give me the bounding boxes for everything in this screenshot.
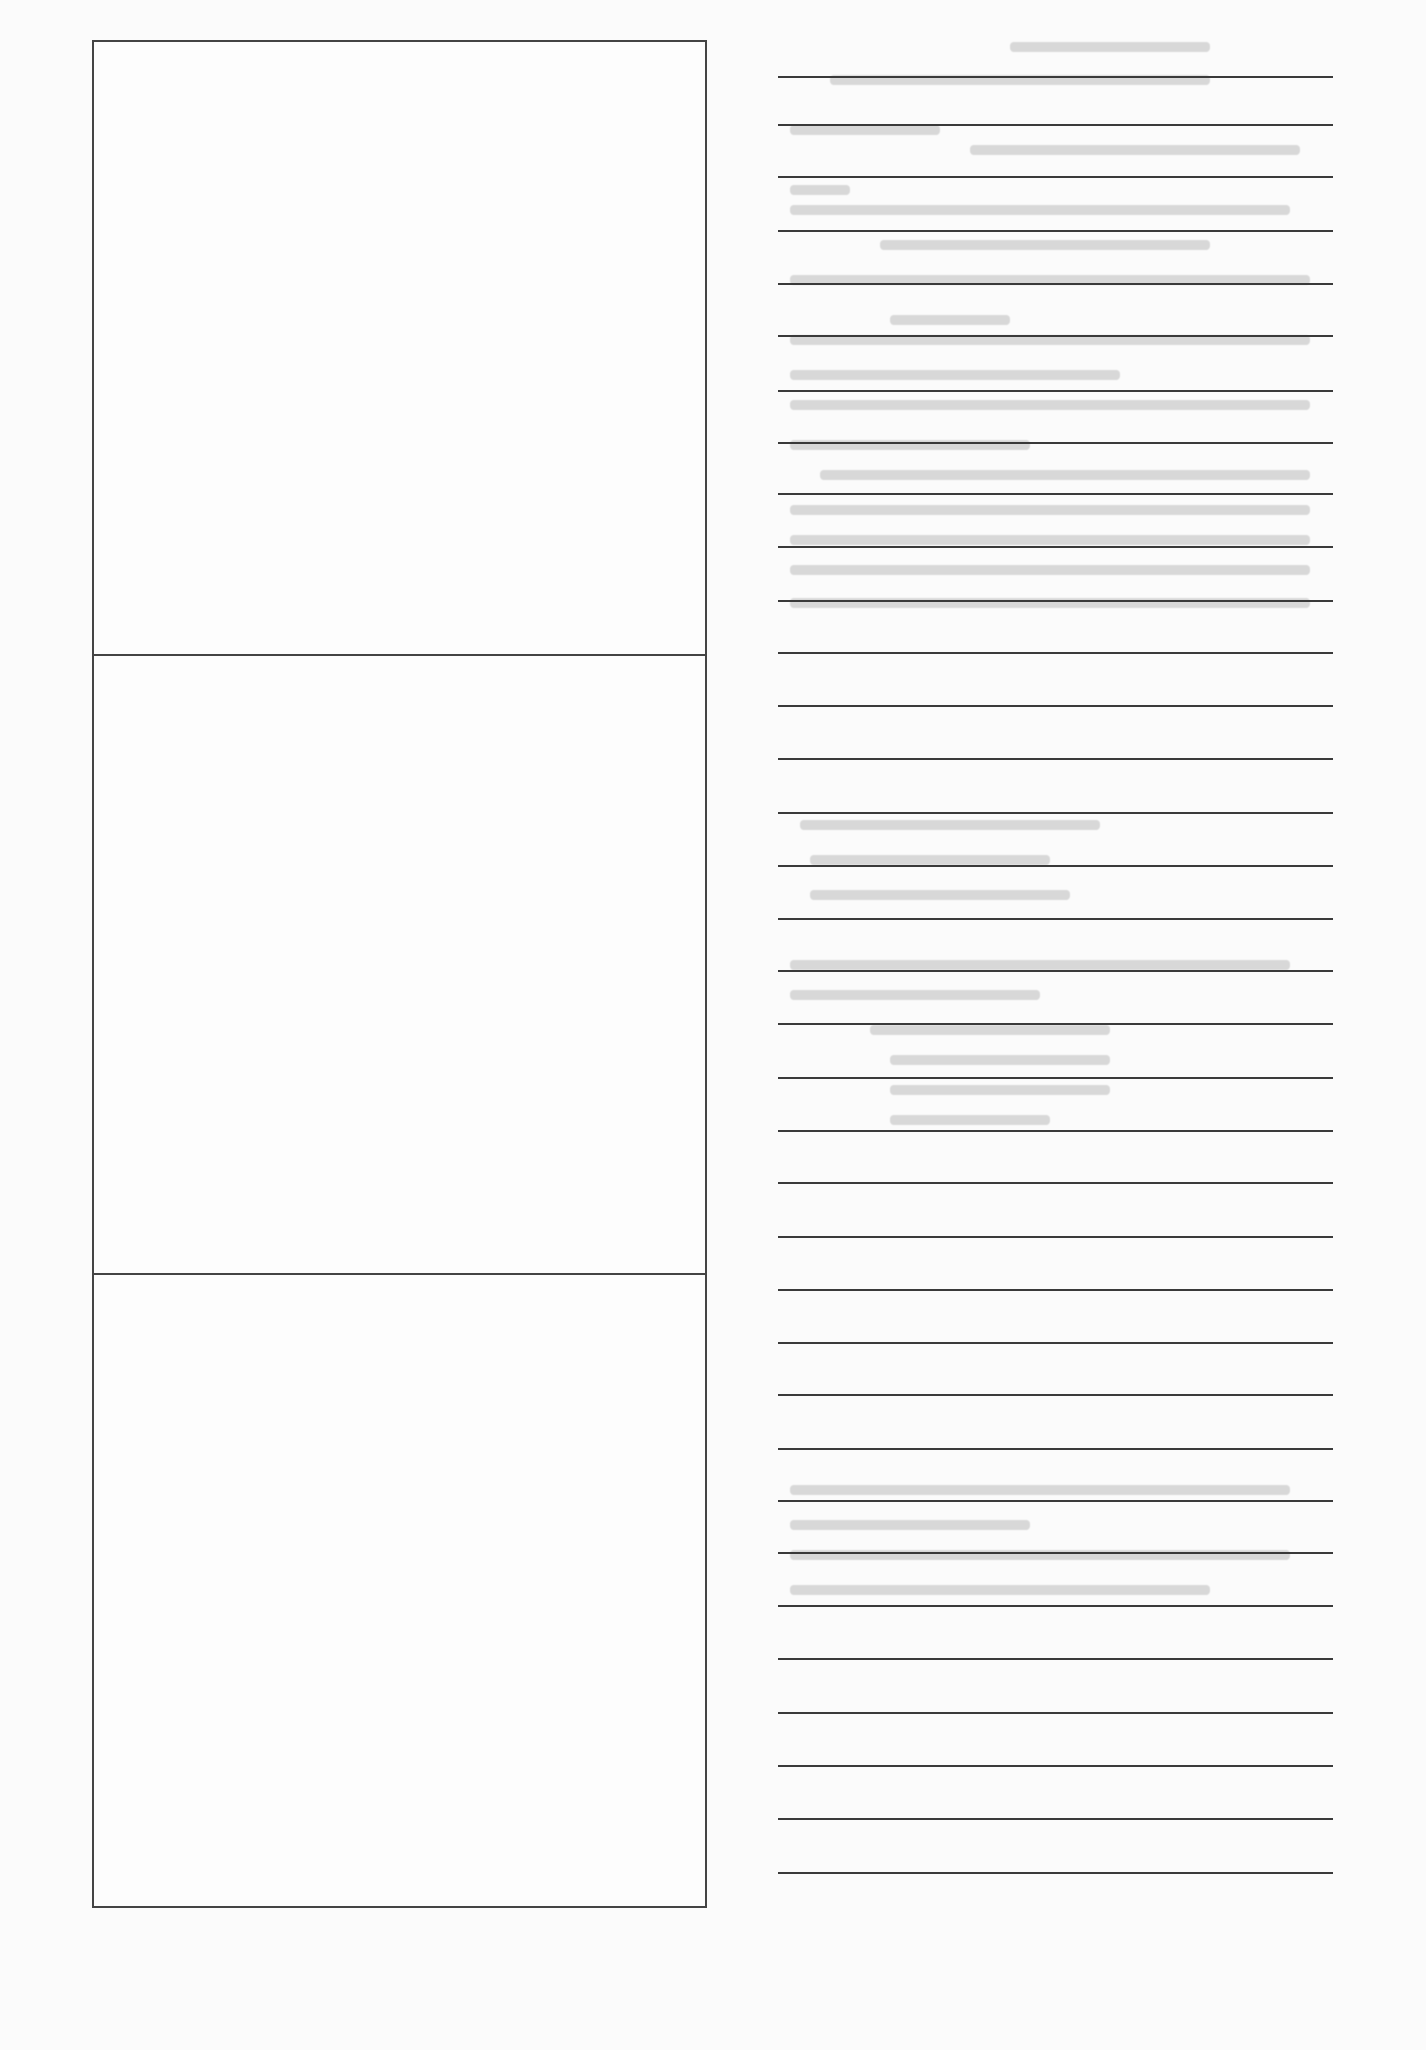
ruled-line [778,652,1333,654]
diet-card-table9-excluded [94,656,705,1275]
ruled-line [778,918,1333,920]
ruled-line [778,230,1333,232]
ruled-line [778,176,1333,178]
diet-cards-block [92,40,707,1908]
ruled-line [778,1500,1333,1502]
ruled-line [778,76,1333,78]
ruled-line [778,1605,1333,1607]
ruled-line [778,335,1333,337]
ruled-line [778,1077,1333,1079]
ruled-line [778,1130,1333,1132]
ruled-lines-column [778,0,1338,2050]
ruled-line [778,283,1333,285]
ruled-line [778,546,1333,548]
ruled-line [778,1712,1333,1714]
ruled-line [778,812,1333,814]
ruled-line [778,1818,1333,1820]
ruled-line [778,970,1333,972]
ruled-line [778,1289,1333,1291]
ruled-line [778,493,1333,495]
diet-card-table9-allowed [94,42,705,656]
ruled-line [778,1236,1333,1238]
ruled-line [778,442,1333,444]
ruled-line [778,1552,1333,1554]
ruled-line [778,1658,1333,1660]
ruled-line [778,1342,1333,1344]
ruled-line [778,1872,1333,1874]
ruled-line [778,390,1333,392]
diet-card-table10 [94,1275,705,1906]
ruled-line [778,1023,1333,1025]
ruled-line [778,124,1333,126]
ruled-line [778,758,1333,760]
ruled-line [778,865,1333,867]
ruled-line [778,1765,1333,1767]
ruled-line [778,705,1333,707]
ruled-line [778,1394,1333,1396]
ruled-line [778,600,1333,602]
ruled-line [778,1448,1333,1450]
ruled-line [778,1182,1333,1184]
